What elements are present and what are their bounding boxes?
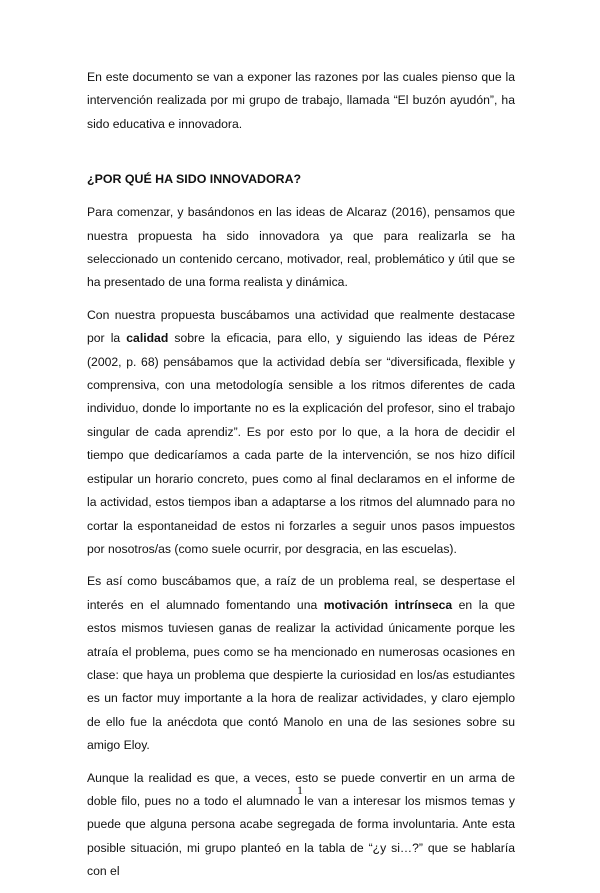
paragraph-2-text-b: sobre la eficacia, para ello, y siguiendo las ideas de Pérez (2002, p. 68) pensábamos que la actividad debía ser “diversificada, flexible y comprensiva, con una metodología sensible a los ritmos diferentes de cada individuo, donde lo importante no es la explicación del profesor, sino el trabajo singular de cada aprendiz”. Es por esto por lo que, a la hora de decidir el tiempo que dedicaríamos a cada parte de la intervención, se nos hizo difícil estipular un horario concreto, pues como al final declaramos en el informe de la actividad, estos tiempos iban a adaptarse a los ritmos del alumnado para no cortar la espontaneidad de estos ni forzarles a seguir unos pasos impuestos por nosotros/as (como suele ocurrir, por desgracia, en las escuelas).	[87, 331, 516, 556]
paragraph-1: Para comenzar, y basándonos en las ideas de Alcaraz (2016), pensamos que nuestra propuesta ha sido innovadora ya que para realizarla se ha seleccionado un contenido cercano, motivador, real, problemático y útil que se ha presentado de una forma realista y dinámica.	[87, 205, 515, 290]
paragraph-4: Aunque la realidad es que, a veces, esto se puede convertir en un arma de doble filo, pues no a todo el alumnado le van a interesar los mismos temas y puede que alguna persona acabe segregada de forma involuntaria. Ante esta posible situación, mi grupo planteó en la tabla de “¿y si…?” que se hablaría con el	[87, 770, 515, 879]
section-heading: ¿POR QUÉ HA SIDO INNOVADORA?	[87, 172, 302, 187]
paragraph-3-text-a: Es así como buscábamos que, a raíz de un problema real, se despertase el interés en el alumnado fomentando una	[87, 574, 515, 612]
bold-term-calidad: calidad	[126, 331, 169, 346]
paragraph-2	[87, 304, 515, 561]
page-number: 1	[297, 783, 303, 797]
intro-paragraph: En este documento se van a exponer las razones por las cuales pienso que la intervención realizada por mi grupo de trabajo, llamada “El buzón ayudón”, ha sido educativa e innovadora.	[87, 70, 515, 131]
paragraph-2-text-a: Con nuestra propuesta buscábamos una actividad que realmente destacase por la	[87, 307, 515, 346]
paragraph-3	[87, 570, 515, 757]
bold-term-motivacion: motivación intrínseca	[323, 597, 453, 612]
document-body	[87, 66, 515, 893]
paragraph-3-text-b: en la que estos mismos tuviesen ganas de realizar la actividad únicamente porque les atraía el problema, pues como se ha mencionado en numerosas ocasiones en clase: que haya un problema que despierte la curiosidad en los/as estudiantes es un factor muy importante a la hora de realizar actividades, y claro ejemplo de ello fue la anécdota que contó Manolo en una de las sesiones sobre su amigo Eloy.	[87, 597, 515, 753]
